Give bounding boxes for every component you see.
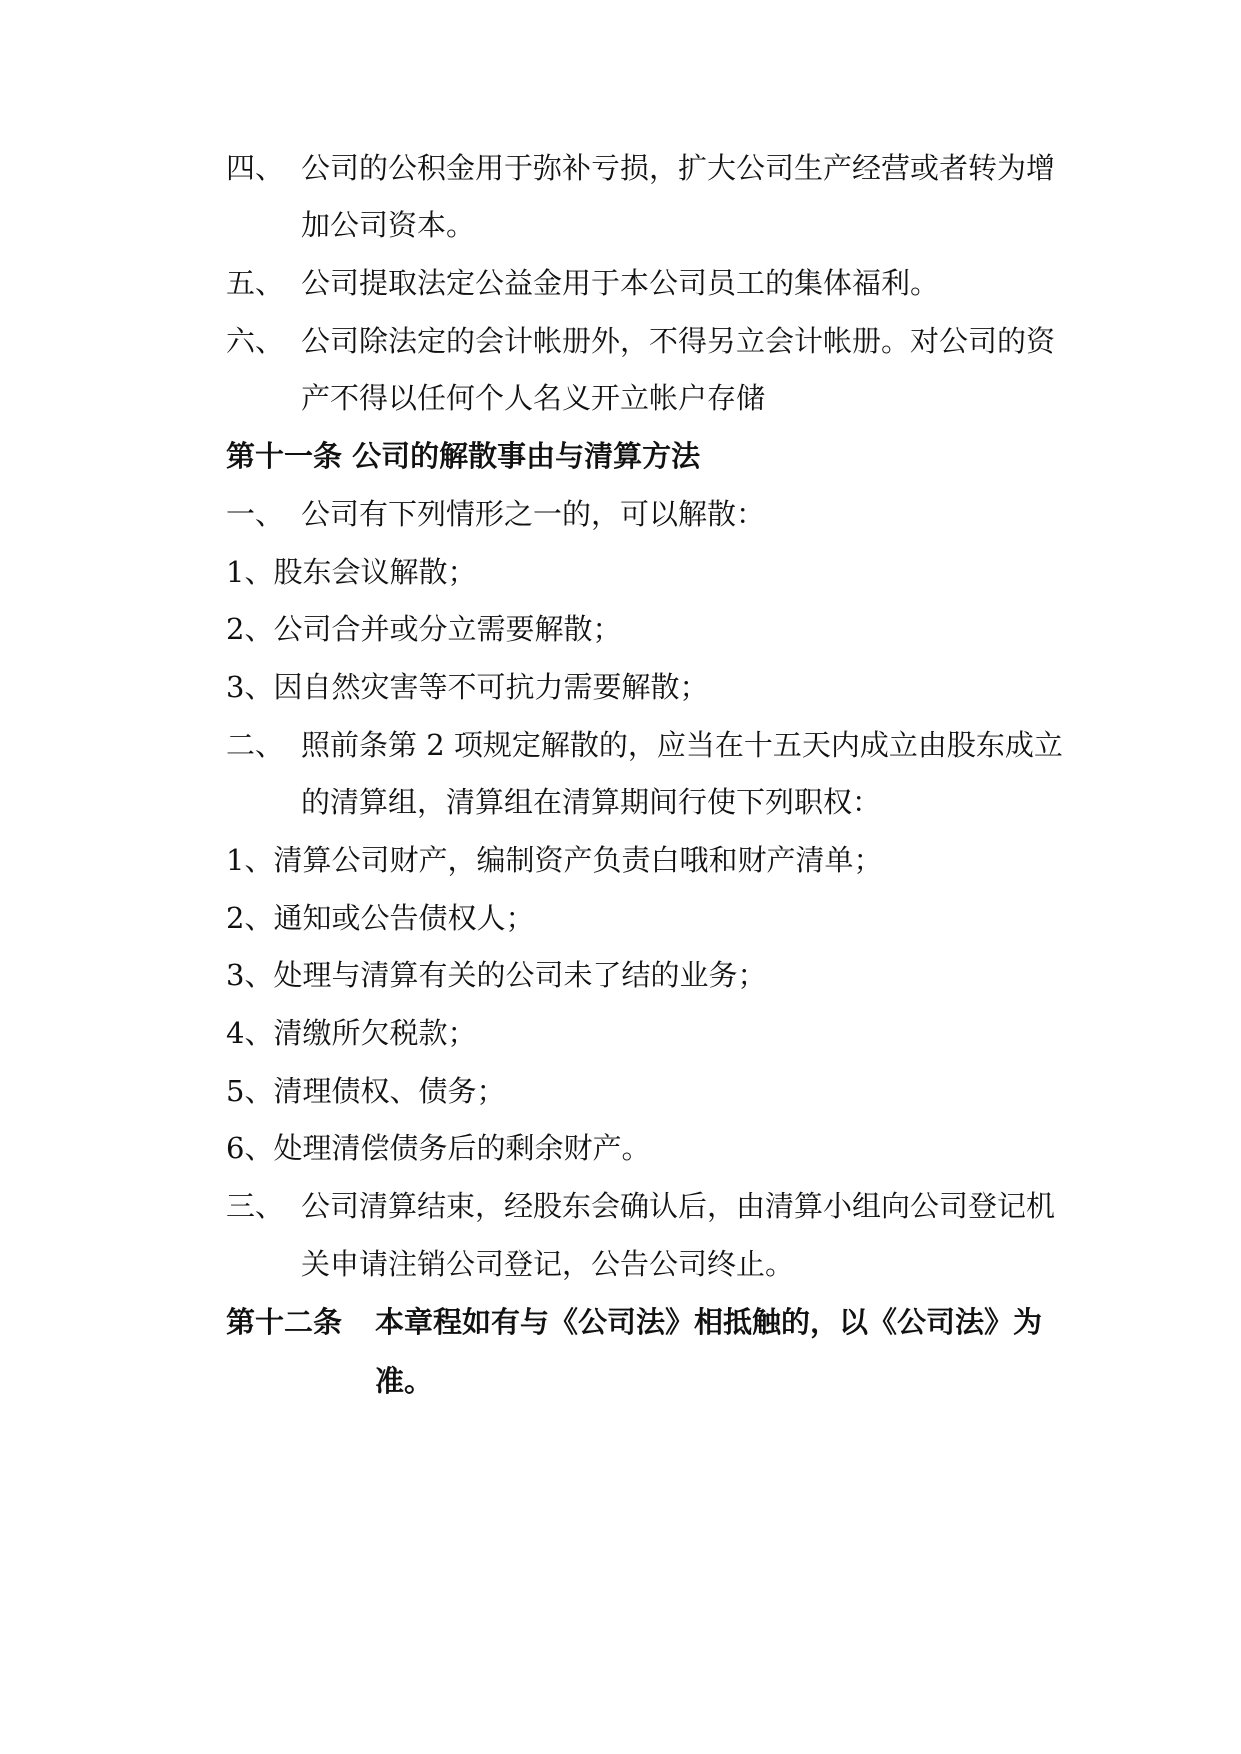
dissolution-reason-text: 1、股东会议解散； xyxy=(226,555,477,589)
article-11-item-1 xyxy=(0,494,1241,534)
liquidation-power xyxy=(0,1013,1241,1053)
article-11-item-3-marker: 三、 xyxy=(226,1189,285,1223)
article-11-item-1-marker: 一、 xyxy=(226,497,285,531)
article-11-item-2-marker: 二、 xyxy=(226,728,285,762)
article-12-line-1 xyxy=(0,1302,1241,1342)
section-5-marker: 五、 xyxy=(226,266,285,300)
article-12-label: 第十二条 xyxy=(226,1305,343,1339)
section-4-text-1: 公司的公积金用于弥补亏损，扩大公司生产经营或者转为增 xyxy=(301,151,1056,185)
dissolution-reason xyxy=(0,667,1241,707)
article-11-item-3-line-2 xyxy=(0,1244,1241,1284)
section-5-text: 公司提取法定公益金用于本公司员工的集体福利。 xyxy=(301,266,940,300)
article-11-item-3-text-1: 公司清算结束，经股东会确认后，由清算小组向公司登记机 xyxy=(301,1189,1056,1223)
liquidation-power-text: 5、清理债权、债务； xyxy=(226,1074,506,1108)
liquidation-power xyxy=(0,1071,1241,1111)
liquidation-power xyxy=(0,898,1241,938)
dissolution-reason xyxy=(0,552,1241,592)
section-5-line xyxy=(0,263,1241,303)
section-4-marker: 四、 xyxy=(226,151,285,185)
liquidation-power xyxy=(0,840,1241,880)
article-11-heading xyxy=(0,436,1241,476)
dissolution-reason-text: 3、因自然灾害等不可抗力需要解散； xyxy=(226,670,709,704)
dissolution-reason xyxy=(0,609,1241,649)
section-4-line-2 xyxy=(0,205,1241,245)
section-4-line-1 xyxy=(0,148,1241,188)
dissolution-reason-text: 2、公司合并或分立需要解散； xyxy=(226,612,622,646)
article-12-line-2 xyxy=(0,1361,1241,1401)
liquidation-power xyxy=(0,1128,1241,1168)
section-6-line-2 xyxy=(0,378,1241,418)
article-11-item-2-line-1 xyxy=(0,725,1241,765)
article-11-title: 第十一条 公司的解散事由与清算方法 xyxy=(226,439,701,473)
article-11-item-3-line-1 xyxy=(0,1186,1241,1226)
article-11-item-2-text-1: 照前条第 2 项规定解散的，应当在十五天内成立由股东成立 xyxy=(301,728,1063,762)
liquidation-power-text: 3、处理与清算有关的公司未了结的业务； xyxy=(226,958,767,992)
liquidation-power xyxy=(0,955,1241,995)
article-11-item-2-text-2: 的清算组，清算组在清算期间行使下列职权： xyxy=(301,785,882,819)
section-6-marker: 六、 xyxy=(226,324,285,358)
section-4-text-2: 加公司资本。 xyxy=(301,208,476,242)
article-12-text-2: 准。 xyxy=(375,1364,434,1398)
article-11-item-1-text: 公司有下列情形之一的，可以解散： xyxy=(301,497,766,531)
liquidation-power-text: 6、处理清偿债务后的剩余财产。 xyxy=(226,1131,651,1165)
section-6-line-1 xyxy=(0,321,1241,361)
liquidation-power-text: 4、清缴所欠税款； xyxy=(226,1016,477,1050)
liquidation-power-text: 1、清算公司财产，编制资产负责白哦和财产清单； xyxy=(226,843,883,877)
article-12-text-1: 本章程如有与《公司法》相抵触的，以《公司法》为 xyxy=(375,1305,1043,1339)
article-11-item-3-text-2: 关申请注销公司登记，公告公司终止。 xyxy=(301,1247,795,1281)
section-6-text-1: 公司除法定的会计帐册外，不得另立会计帐册。对公司的资 xyxy=(301,324,1056,358)
liquidation-power-text: 2、通知或公告债权人； xyxy=(226,901,535,935)
section-6-text-2: 产不得以任何个人名义开立帐户存储 xyxy=(301,381,766,415)
article-11-item-2-line-2 xyxy=(0,782,1241,822)
